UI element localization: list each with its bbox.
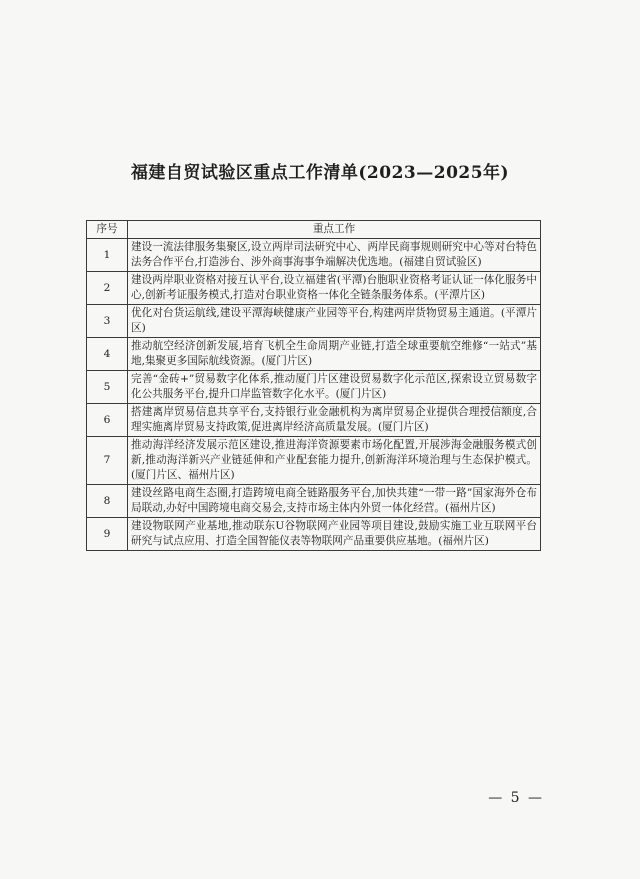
row-work-description: 推动海洋经济发展示范区建设,推进海洋资源要素市场化配置,开展涉海金融服务模式创新,推动海洋新兴产业链延伸和产业配套能力提升,创新海洋环境治理与生态保护模式。(厦门片区、福州片区) — [128, 437, 541, 485]
work-list-table — [86, 220, 541, 551]
row-serial-number: 5 — [87, 371, 128, 404]
row-serial-number: 2 — [87, 272, 128, 305]
row-work-description: 搭建离岸贸易信息共享平台,支持银行业金融机构为离岸贸易企业提供合理授信额度,合理实施离岸贸易支持政策,促进离岸经济高质量发展。(厦门片区) — [128, 404, 541, 437]
table-row — [87, 404, 541, 437]
table-row — [87, 518, 541, 551]
row-serial-number: 7 — [87, 437, 128, 485]
table-row — [87, 371, 541, 404]
row-work-description: 建设丝路电商生态圈,打造跨境电商全链路服务平台,加快共建“一带一路”国家海外仓布局联动,办好中国跨境电商交易会,支持市场主体内外贸一体化经营。(福州片区) — [128, 485, 541, 518]
table-row — [87, 305, 541, 338]
row-serial-number: 8 — [87, 485, 128, 518]
row-work-description: 推动航空经济创新发展,培育飞机全生命周期产业链,打造全球重要航空维修“一站式”基地,集聚更多国际航线资源。(厦门片区) — [128, 338, 541, 371]
table-row — [87, 485, 541, 518]
row-serial-number: 6 — [87, 404, 128, 437]
row-work-description: 建设一流法律服务集聚区,设立两岸司法研究中心、两岸民商事规则研究中心等对台特色法务合作平台,打造涉台、涉外商事海事争端解决优选地。(福建自贸试验区) — [128, 239, 541, 272]
header-key-work: 重点工作 — [128, 221, 541, 239]
document-title: 福建自贸试验区重点工作清单(2023—2025年) — [130, 163, 510, 183]
header-serial-number: 序号 — [87, 221, 128, 239]
table-row — [87, 272, 541, 305]
row-work-description: 建设两岸职业资格对接互认平台,设立福建省(平潭)台胞职业资格考证认证一体化服务中心,创新考证服务模式,打造对台职业资格一体化全链条服务体系。(平潭片区) — [128, 272, 541, 305]
table-header-row — [87, 221, 541, 239]
table-body — [87, 239, 541, 551]
page-number: — 5 — — [488, 790, 544, 806]
row-work-description: 建设物联网产业基地,推动联东U谷物联网产业园等项目建设,鼓励实施工业互联网平台研究与试点应用、打造全国智能仪表等物联网产品重要供应基地。(福州片区) — [128, 518, 541, 551]
row-serial-number: 9 — [87, 518, 128, 551]
row-serial-number: 1 — [87, 239, 128, 272]
row-serial-number: 4 — [87, 338, 128, 371]
table-row — [87, 437, 541, 485]
table-row — [87, 338, 541, 371]
row-work-description: 完善“金砖+”贸易数字化体系,推动厦门片区建设贸易数字化示范区,探索设立贸易数字化公共服务平台,提升口岸监管数字化水平。(厦门片区) — [128, 371, 541, 404]
row-serial-number: 3 — [87, 305, 128, 338]
table-row — [87, 239, 541, 272]
row-work-description: 优化对台货运航线,建设平潭海峡健康产业园等平台,构建两岸货物贸易主通道。(平潭片区) — [128, 305, 541, 338]
